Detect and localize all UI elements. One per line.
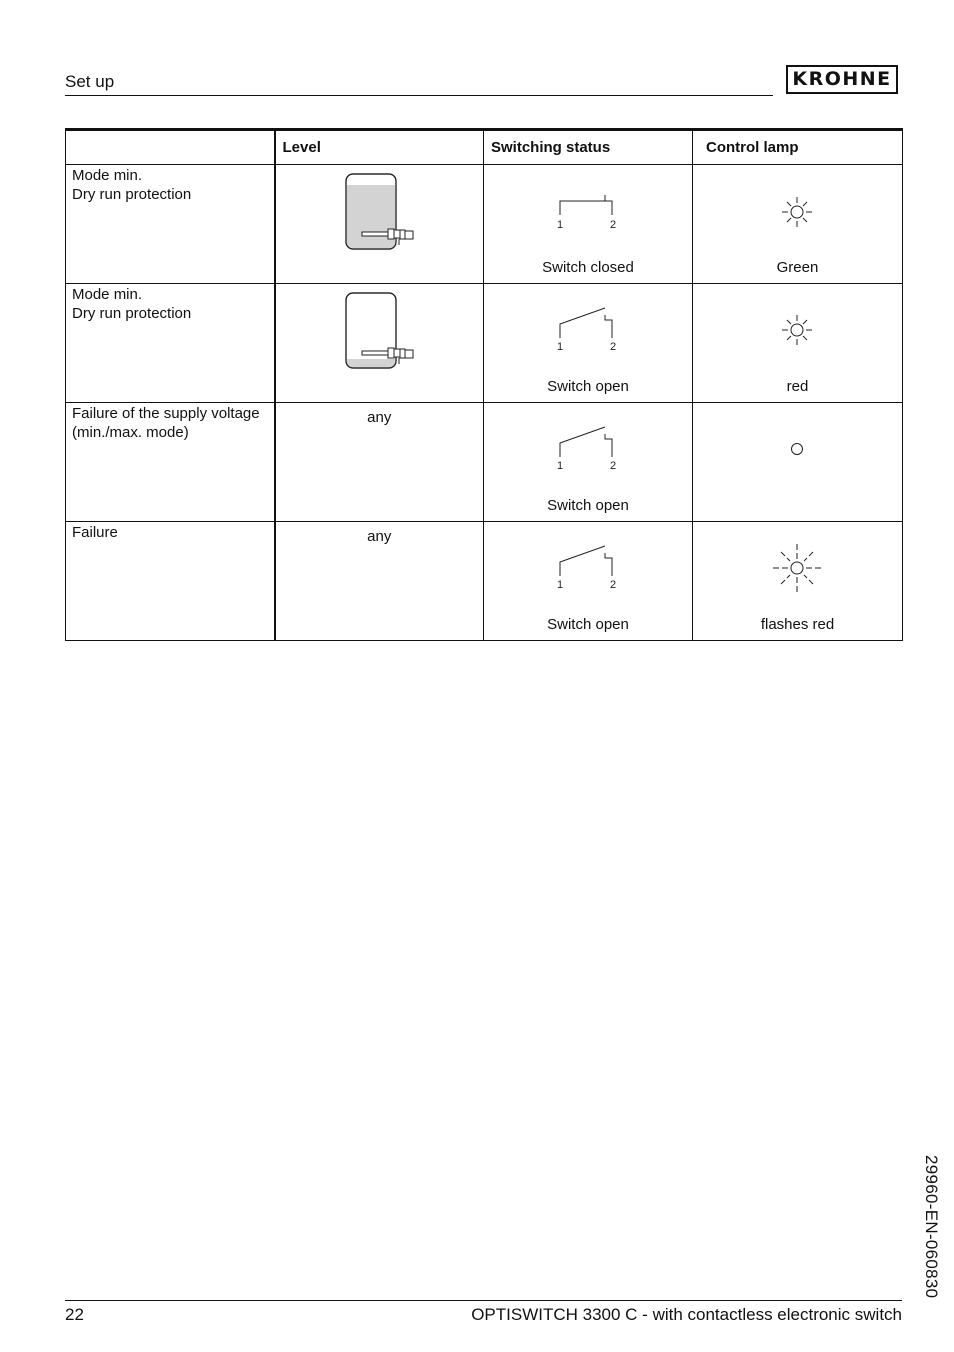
terminal-label: 2 (610, 460, 617, 470)
condition-line: Mode min. (72, 167, 143, 184)
switching-status-cell (484, 522, 693, 641)
header-level: Level (275, 130, 484, 165)
table-row (66, 522, 903, 641)
switching-status-table (65, 128, 903, 641)
section-title: Set up (65, 72, 115, 91)
control-lamp-cell (693, 403, 903, 522)
table-row (66, 403, 903, 522)
condition-line: Mode min. (72, 286, 143, 303)
switch-open-icon (554, 306, 624, 351)
level-cell (275, 403, 484, 522)
table-row (66, 165, 903, 284)
footer-rule (65, 1300, 902, 1301)
switching-status-cell (484, 165, 693, 284)
level-text: any (367, 528, 392, 545)
condition-cell (66, 403, 275, 522)
switching-status-cell (484, 403, 693, 522)
header-control-lamp: Control lamp (693, 130, 903, 165)
terminal-label: 2 (610, 579, 617, 589)
condition-line: Dry run protection (72, 305, 192, 322)
control-lamp-text: flashes red (760, 616, 835, 633)
condition-cell (66, 522, 275, 641)
switch-open-icon (554, 425, 624, 470)
header-rule (65, 95, 773, 96)
control-lamp-cell (693, 284, 903, 403)
control-lamp-text: red (786, 378, 809, 395)
lamp-flashing-icon (769, 540, 825, 596)
control-lamp-text: Green (776, 259, 819, 276)
terminal-label: 1 (557, 460, 564, 470)
condition-line: (min./max. mode) (72, 424, 189, 441)
vessel-empty-icon (344, 292, 424, 372)
level-cell (275, 522, 484, 641)
terminal-label: 2 (610, 341, 617, 351)
condition-cell (66, 284, 275, 403)
condition-line: Failure of the supply voltage (72, 405, 260, 422)
level-text: any (367, 409, 392, 426)
level-cell (275, 165, 484, 284)
krohne-logo (786, 65, 898, 94)
switching-status-text: Switch open (547, 378, 629, 395)
switching-status-text: Switch open (547, 497, 629, 514)
vessel-full-icon (344, 173, 424, 253)
level-cell (275, 284, 484, 403)
header-switching-status: Switching status (484, 130, 693, 165)
terminal-label: 1 (557, 219, 564, 231)
condition-cell (66, 165, 275, 284)
lamp-lit-icon (777, 192, 817, 232)
header-condition (66, 130, 275, 165)
condition-line: Failure (72, 524, 118, 541)
terminal-label: 2 (610, 219, 617, 231)
control-lamp-cell (693, 522, 903, 641)
logo-text: KROHNE (792, 68, 892, 90)
page-number: 22 (65, 1305, 84, 1324)
lamp-off-icon (777, 429, 817, 469)
terminal-label: 1 (557, 579, 564, 589)
table-header-row (66, 130, 903, 165)
switch-open-icon (554, 544, 624, 589)
switching-status-text: Switch closed (542, 259, 634, 276)
table-row (66, 284, 903, 403)
condition-line: Dry run protection (72, 186, 192, 203)
control-lamp-cell (693, 165, 903, 284)
terminal-label: 1 (557, 341, 564, 351)
switch-closed-icon (554, 187, 624, 232)
switching-status-cell (484, 284, 693, 403)
footer-title: OPTISWITCH 3300 C - with contactless electronic switch (471, 1305, 902, 1324)
document-code: 29960-EN-060830 (922, 1155, 941, 1299)
switching-status-text: Switch open (547, 616, 629, 633)
lamp-lit-icon (777, 310, 817, 350)
